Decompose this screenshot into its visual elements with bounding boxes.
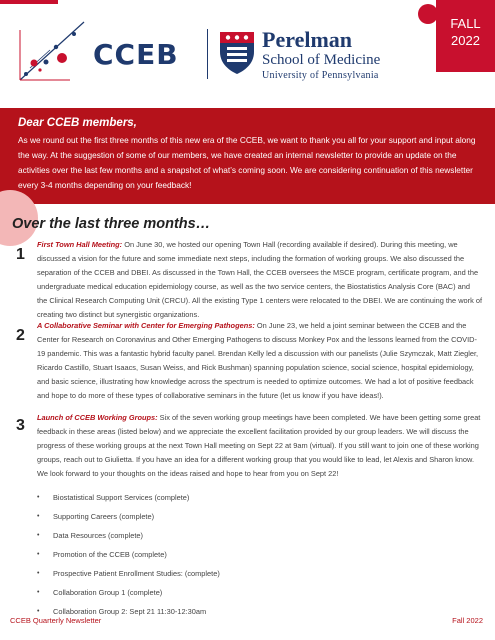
bullet-icon: • xyxy=(37,608,40,615)
bullet-icon: • xyxy=(37,494,40,501)
item-heading: First Town Hall Meeting: xyxy=(37,240,123,249)
school-name xyxy=(262,28,380,82)
issue-year: 2022 xyxy=(451,33,480,48)
news-item-town-hall xyxy=(37,238,482,322)
cceb-network-logo-icon xyxy=(0,0,92,108)
item-body: On June 30, we hosted our opening Town Hall (recording available if desired). During this meeting, we discussed a vision for the future and some immediate next steps, including the formation of working groups. We also discussed the separation of the CCEB and DBEI. As discussed in the Town Hall, the CCEB oversees the MSCE program, certificate program, and the undergraduate medical education epidemiology course, as well as the two service centers, the Biostatistics Analysis Core (BAC) and the Clinical Research Computing Unit (CRCU). All the existing Type 1 centers were relocated to the DBEI. We are continuing the work of creating two distinct but synergistic organizations. xyxy=(37,240,483,319)
item-heading: Launch of CCEB Working Groups: xyxy=(37,413,158,422)
news-item-seminar xyxy=(37,319,482,403)
decorative-circle xyxy=(418,4,438,24)
welcome-message: As we round out the first three months of this new era of the CCEB, we want to thank you all for your support and input along the way. At the suggestion of some of our members, we have created an internal newsletter to provide an update on the activities over the last few months and a snapshot of what’s coming soon. We are considering continuation of this newsletter every 3-4 months depending on your feedback! xyxy=(18,135,476,190)
header xyxy=(0,0,495,108)
footer-newsletter-name: CCEB Quarterly Newsletter xyxy=(10,616,102,625)
item-heading: A Collaborative Seminar with Center for Emerging Pathogens: xyxy=(37,321,255,330)
penn-shield-icon xyxy=(218,30,256,76)
bullet-icon: • xyxy=(37,589,40,596)
school-line1: Perelman xyxy=(262,27,353,52)
bullet-icon: • xyxy=(37,570,40,577)
issue-badge xyxy=(436,0,495,72)
greeting: Dear CCEB members, xyxy=(18,117,137,129)
bullet-icon: • xyxy=(37,532,40,539)
item-number: 3 xyxy=(16,417,25,434)
bullet-icon: • xyxy=(37,513,40,520)
item-number: 1 xyxy=(16,246,25,263)
item-number: 2 xyxy=(16,327,25,344)
item-body: On June 23, we held a joint seminar between the CCEB and the Center for Research on Coronavirus and Other Emerging Pathogens to discuss Monkey Pox and the lessons learned from the COVID-19 pandemic. This was a fantastic hybrid faculty panel. Brendan Kelly led a discussion with our panelists (Julie Szymczak, Matt Ziegler, Ricardo Castillo, Stuart Isaacs, Susan Weiss, and Rick Bushman) spanning population science, social science, hospital epidemiology, and basic science, illustrating how knowledge across the spectrum is needed to optimize outcomes. We had a lot of positive feedback and hope to do more of these types of collaborative seminars in the future (let us know if you have ideas!). xyxy=(37,321,479,400)
logo-divider xyxy=(207,29,208,79)
list-item: • Collaboration Group 2: Sept 21 11:30-12:30am xyxy=(37,605,437,624)
footer-issue: Fall 2022 xyxy=(452,616,483,625)
section-title: Over the last three months… xyxy=(12,216,211,232)
welcome-banner xyxy=(0,108,495,204)
list-item: • Collaboration Group 1 (complete) xyxy=(37,586,437,605)
news-item-working-groups xyxy=(37,411,482,481)
issue-season: FALL xyxy=(450,16,481,31)
list-item: • Biostatistical Support Services (complete) xyxy=(37,491,437,510)
item-body: Six of the seven working group meetings have been completed. We have been getting some great feedback in these areas (listed below) and we appreciate the excellent facilitation provided by our group leaders. We will discuss the progress of these working groups at the next Town Hall meeting on Sept 22 at 9am (virtual). If you still want to join one of these working groups, reach out to Giulietta. If you have an idea for a different working group that you would like to lead, let Alexis and Sharon know. We look forward to your thoughts on the ideas raised and hope to hear from you on Sept 22! xyxy=(37,413,481,478)
list-item: • Data Resources (complete) xyxy=(37,529,437,548)
school-line3: University of Pennsylvania xyxy=(262,70,379,81)
working-group-list xyxy=(37,491,437,624)
list-item: • Promotion of the CCEB (complete) xyxy=(37,548,437,567)
list-item: • Supporting Careers (complete) xyxy=(37,510,437,529)
bullet-icon: • xyxy=(37,551,40,558)
list-item: • Prospective Patient Enrollment Studies: (complete) xyxy=(37,567,437,586)
cceb-logo-text: CCEB xyxy=(93,38,179,71)
school-line2: School of Medicine xyxy=(262,52,381,68)
